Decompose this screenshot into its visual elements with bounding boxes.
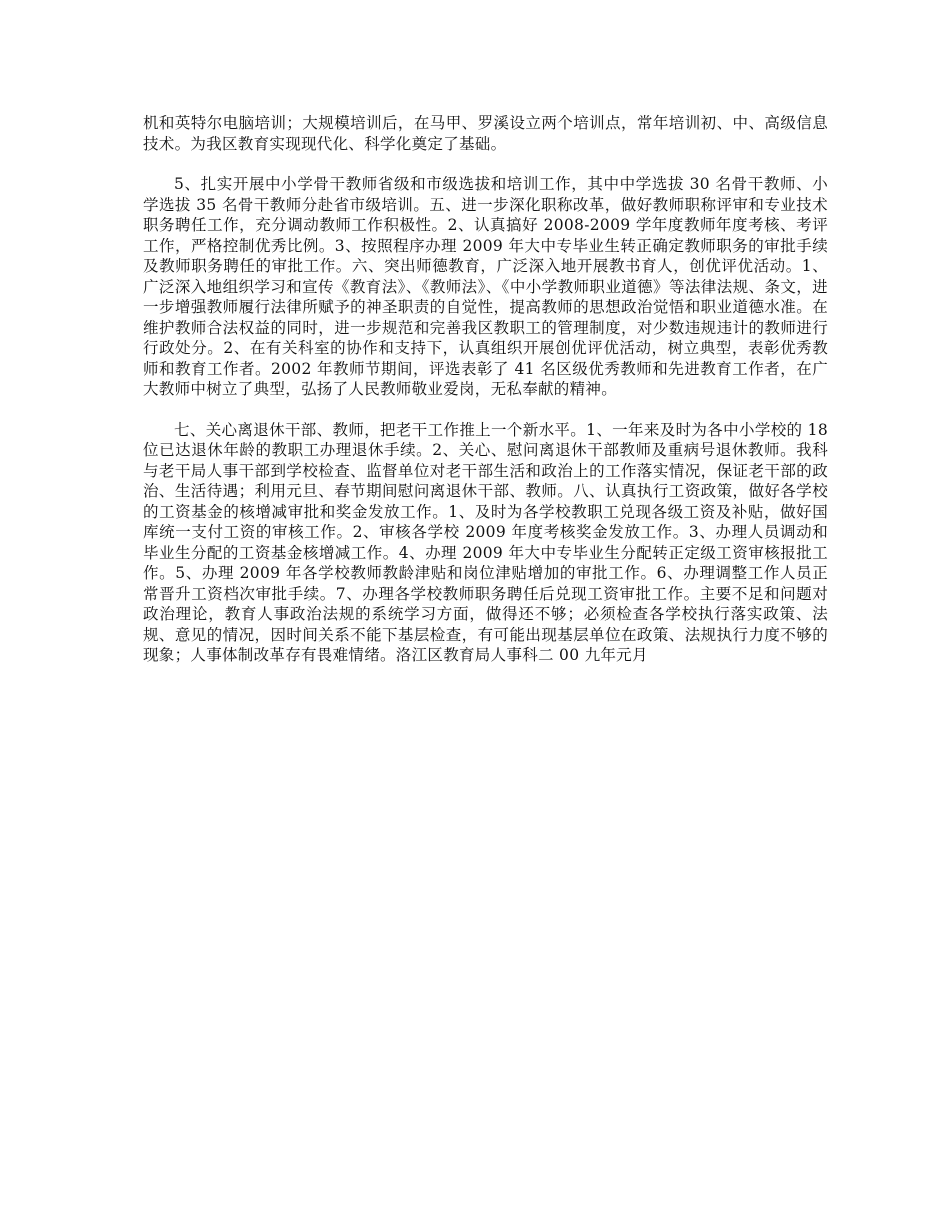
paragraph-training: 机和英特尔电脑培训；大规模培训后，在马甲、罗溪设立两个培训点，常年培训初、中、高级信息技术。为我区教育实现现代化、科学化奠定了基础。: [143, 114, 828, 153]
document-body: [143, 113, 828, 666]
paragraph-retiree-and-salary: 七、关心离退休干部、教师，把老干工作推上一个新水平。1、一年来及时为各中小学校的 18 位已达退休年龄的教职工办理退休手续。2、关心、慰问离退休干部教师及重病号退休教师。我科与老干局人事干部到学校检查、监督单位对老干部生活和政治上的工作落实情况，保证老干部的政治、生活待遇；利用元旦、春节期间慰问离退休干部、教师。八、认真执行工资政策，做好各学校的工资基金的核增减审批和奖金发放工作。1、及时为各学校教职工兑现各级工资及补贴，做好国库统一支付工资的审核工作。2、审核各学校 2009 年度考核奖金发放工作。3、办理人员调动和毕业生分配的工资基金核增减工作。4、办理 2009 年大中专毕业生分配转正定级工资审核报批工作。5、办理 2009 年各学校教师教龄津贴和岗位津贴增加的审批工作。6、办理调整工作人员正常晋升工资档次审批手续。7、办理各学校教师职务聘任后兑现工资审批工作。主要不足和问题对政治理论，教育人事政治法规的系统学习方面，做得还不够；必须检查各学校执行落实政策、法规、意见的情况，因时间关系不能下基层检查，有可能出现基层单位在政策、法规执行力度不够的现象；人事体制改革存有畏难情绪。洛江区教育局人事科二 00 九年元月: [143, 420, 828, 664]
paragraph-teacher-development: 5、扎实开展中小学骨干教师省级和市级选拔和培训工作，其中中学选拔 30 名骨干教师、小学选拔 35 名骨干教师分赴省市级培训。五、进一步深化职称改革，做好教师职称评审和专业技术职务聘任工作，充分调动教师工作积极性。2、认真搞好 2008-2009 学年度教师年度考核、考评工作，严格控制优秀比例。3、按照程序办理 2009 年大中专毕业生转正确定教师职务的审批手续及教师职务聘任的审批工作。六、突出师德教育，广泛深入地开展教书育人，创优评优活动。1、广泛深入地组织学习和宣传《教育法》、《教师法》、《中小学教师职业道德》等法律法规、条文，进一步增强教师履行法律所赋予的神圣职责的自觉性，提高教师的思想政治觉悟和职业道德水准。在维护教师合法权益的同时，进一步规范和完善我区教职工的管理制度，对少数违规违计的教师进行行政处分。2、在有关科室的协作和支持下，认真组织开展创优评优活动，树立典型，表彰优秀教师和教育工作者。2002 年教师节期间，评选表彰了 41 名区级优秀教师和先进教育工作者，在广大教师中树立了典型，弘扬了人民教师敬业爱岗，无私奉献的精神。: [143, 175, 828, 398]
